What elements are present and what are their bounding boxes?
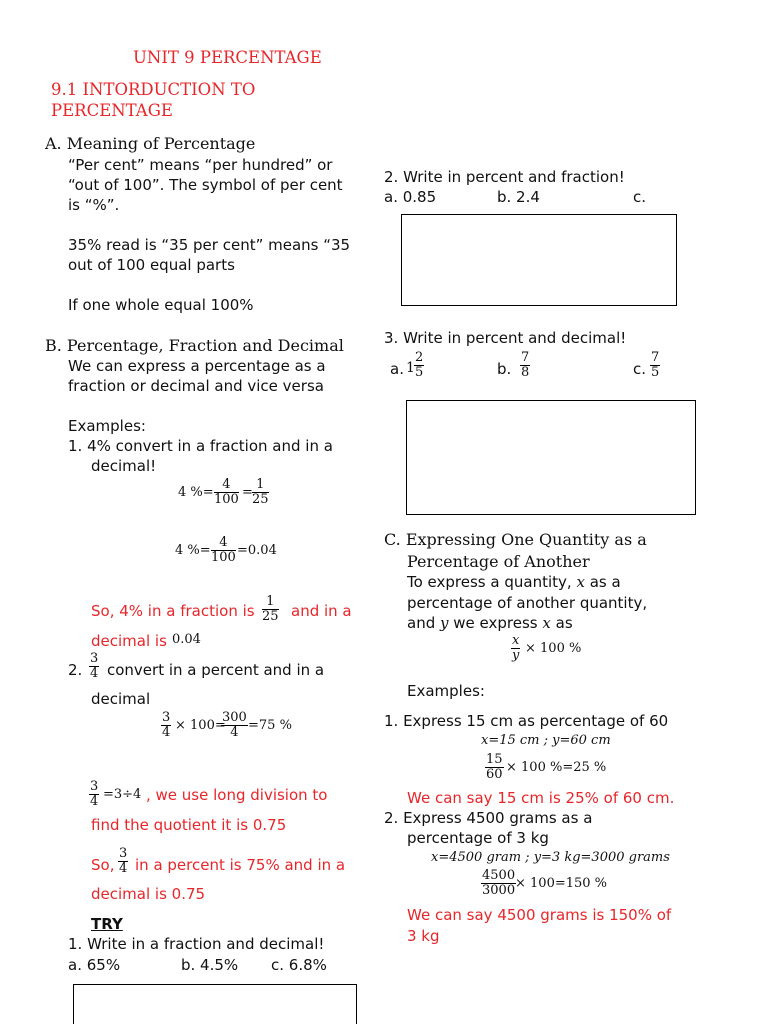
eq3-rhs: =75 % bbox=[248, 718, 292, 733]
b-examples-label: Examples: bbox=[68, 417, 146, 435]
so1-text-a: So, 4% in a fraction is bbox=[91, 602, 255, 620]
section-c-heading-2: Percentage of Another bbox=[407, 552, 590, 571]
c-text-1 bbox=[407, 572, 621, 592]
ex2-den: 4 bbox=[90, 666, 99, 681]
c-examples-label: Examples: bbox=[407, 682, 485, 700]
q3-a-num: 2 bbox=[415, 350, 424, 365]
b-example-1: 1. 4% convert in a fraction and in a bbox=[68, 437, 333, 455]
eq3-f1-den: 4 bbox=[162, 725, 171, 740]
q2-option-c: c. bbox=[633, 188, 647, 206]
q2-option-a: a. 0.85 bbox=[384, 188, 437, 206]
c-example-1-given: x=15 cm ; y=60 cm bbox=[481, 733, 611, 748]
eq1-f1-den: 100 bbox=[214, 492, 239, 507]
eq4-num: 3 bbox=[90, 779, 99, 794]
eq3-mid: × 100= bbox=[175, 718, 226, 733]
q3-a-fraction bbox=[414, 351, 424, 380]
c-text-3-b: we express bbox=[453, 614, 538, 632]
c-example-2-answer-1: We can say 4500 grams is 150% of bbox=[407, 906, 672, 924]
eq3-fraction-2 bbox=[221, 711, 248, 740]
eq3-f2-num: 300 bbox=[222, 710, 247, 725]
q3-c-num: 7 bbox=[651, 350, 660, 365]
c-formula-den: y bbox=[511, 648, 520, 663]
c-text-2: percentage of another quantity, bbox=[407, 594, 648, 612]
unit-title: UNIT 9 PERCENTAGE bbox=[133, 48, 322, 67]
so1-text-b: and in a bbox=[291, 602, 352, 620]
section-title-line2: PERCENTAGE bbox=[51, 101, 173, 120]
eq4-red-text-2: find the quotient it is 0.75 bbox=[91, 816, 287, 834]
c-example-1: 1. Express 15 cm as percentage of 60 bbox=[384, 712, 669, 730]
b-example-2-number: 2. bbox=[68, 661, 83, 679]
q3-answer-box[interactable] bbox=[406, 400, 696, 515]
q3-option-c: c. bbox=[633, 360, 647, 378]
c-formula-rhs: × 100 % bbox=[525, 641, 582, 656]
b-example-2-cont: decimal bbox=[91, 690, 151, 708]
section-a-heading: A. Meaning of Percentage bbox=[45, 134, 256, 153]
c-ex2-num: 4500 bbox=[482, 868, 516, 883]
a-text-6: If one whole equal 100% bbox=[68, 296, 254, 314]
ex2-fraction bbox=[89, 652, 99, 681]
q2-answer-box[interactable] bbox=[401, 214, 677, 306]
eq1-fraction-2 bbox=[252, 478, 269, 507]
question-3: 3. Write in percent and decimal! bbox=[384, 329, 627, 347]
eq3-f1-num: 3 bbox=[162, 710, 171, 725]
eq1-fraction-1 bbox=[214, 478, 239, 507]
c-ex2-rhs: × 100=150 % bbox=[515, 876, 608, 891]
q3-c-den: 5 bbox=[651, 365, 660, 380]
so2-text-c: decimal is 0.75 bbox=[91, 885, 206, 903]
so1-fraction bbox=[262, 595, 279, 624]
try-1-option-a: a. 65% bbox=[68, 956, 121, 974]
c-text-1-b: as a bbox=[589, 573, 621, 591]
c-example-2-cont: percentage of 3 kg bbox=[407, 829, 549, 847]
so2-fraction bbox=[118, 847, 128, 876]
c-formula-fraction bbox=[511, 634, 520, 663]
eq2-fraction bbox=[211, 536, 236, 565]
ex2-num: 3 bbox=[90, 651, 99, 666]
q3-a-den: 5 bbox=[415, 365, 424, 380]
section-b-heading: B. Percentage, Fraction and Decimal bbox=[45, 336, 344, 355]
a-text-4: 35% read is “35 per cent” means “35 bbox=[68, 236, 351, 254]
c-ex1-den: 60 bbox=[486, 767, 503, 782]
section-title-line1: 9.1 INTORDUCTION TO bbox=[51, 80, 256, 99]
b-example-2-text: convert in a percent and in a bbox=[107, 661, 325, 679]
q3-option-a: a. bbox=[390, 360, 404, 378]
c-ex2-fraction bbox=[481, 869, 516, 898]
so1-value: 0.04 bbox=[172, 632, 201, 647]
c-example-1-answer: We can say 15 cm is 25% of 60 cm. bbox=[407, 789, 675, 807]
so1-text-c: decimal is bbox=[91, 632, 167, 650]
a-text-2: “out of 100”. The symbol of per cent bbox=[68, 176, 343, 194]
q3-a-whole: 1 bbox=[406, 360, 415, 376]
b-text-2: fraction or decimal and vice versa bbox=[68, 377, 324, 395]
c-ex2-den: 3000 bbox=[482, 883, 516, 898]
eq1-lhs: 4 %= bbox=[178, 485, 214, 500]
q2-option-b: b. 2.4 bbox=[497, 188, 540, 206]
c-ex1-rhs: × 100 %=25 % bbox=[506, 760, 607, 775]
eq3-f2-den: 4 bbox=[230, 725, 239, 740]
so1-den: 25 bbox=[262, 609, 279, 624]
eq2-den: 100 bbox=[211, 550, 236, 565]
try-1-answer-box[interactable] bbox=[73, 984, 357, 1024]
c-example-2-given: x=4500 gram ; y=3 kg=3000 grams bbox=[431, 850, 670, 865]
eq2-rhs: =0.04 bbox=[237, 543, 277, 558]
c-example-2-answer-2: 3 kg bbox=[407, 927, 440, 945]
try-1-option-c: c. 6.8% bbox=[271, 956, 327, 974]
eq2-num: 4 bbox=[211, 536, 236, 551]
so2-text-b: in a percent is 75% and in a bbox=[135, 856, 346, 874]
question-2: 2. Write in percent and fraction! bbox=[384, 168, 625, 186]
eq2-lhs: 4 %= bbox=[175, 543, 211, 558]
c-text-3-y: y bbox=[440, 614, 449, 632]
c-text-3 bbox=[407, 613, 573, 633]
a-text-5: out of 100 equal parts bbox=[68, 256, 235, 274]
q3-option-b: b. bbox=[497, 360, 512, 378]
c-text-1-a: To express a quantity, bbox=[407, 573, 572, 591]
eq1-f2-den: 25 bbox=[252, 492, 269, 507]
c-ex1-fraction bbox=[485, 753, 504, 782]
q3-b-fraction bbox=[520, 351, 530, 380]
c-text-3-c: as bbox=[555, 614, 573, 632]
b-example-1-cont: decimal! bbox=[91, 457, 157, 475]
eq4-fraction bbox=[89, 780, 99, 809]
eq1-f2-num: 1 bbox=[252, 478, 269, 493]
so2-den: 4 bbox=[119, 861, 128, 876]
eq4-rhs: =3÷4 bbox=[103, 787, 142, 802]
c-formula-num: x bbox=[512, 633, 520, 648]
eq3-fraction-1 bbox=[161, 711, 171, 740]
b-text-1: We can express a percentage as a bbox=[68, 357, 326, 375]
try-question-1: 1. Write in a fraction and decimal! bbox=[68, 935, 325, 953]
eq1-equals: = bbox=[242, 485, 253, 500]
c-text-3-a: and bbox=[407, 614, 436, 632]
so2-num: 3 bbox=[119, 846, 128, 861]
q3-b-den: 8 bbox=[521, 365, 530, 380]
so1-num: 1 bbox=[262, 595, 279, 610]
c-ex1-num: 15 bbox=[486, 752, 503, 767]
section-c-heading-1: C. Expressing One Quantity as a bbox=[384, 530, 647, 549]
c-text-1-x: x bbox=[576, 573, 585, 591]
eq1-f1-num: 4 bbox=[214, 478, 239, 493]
eq4-red-text: , we use long division to bbox=[146, 786, 328, 804]
so2-text-a: So, bbox=[91, 856, 115, 874]
a-text-3: is “%”. bbox=[68, 196, 120, 214]
q3-b-num: 7 bbox=[521, 350, 530, 365]
c-example-2: 2. Express 4500 grams as a bbox=[384, 809, 593, 827]
eq4-den: 4 bbox=[90, 794, 99, 809]
try-1-option-b: b. 4.5% bbox=[181, 956, 239, 974]
try-heading: TRY bbox=[91, 915, 123, 933]
c-text-3-x: x bbox=[542, 614, 551, 632]
a-text-1: “Per cent” means “per hundred” or bbox=[68, 156, 333, 174]
q3-c-fraction bbox=[650, 351, 660, 380]
